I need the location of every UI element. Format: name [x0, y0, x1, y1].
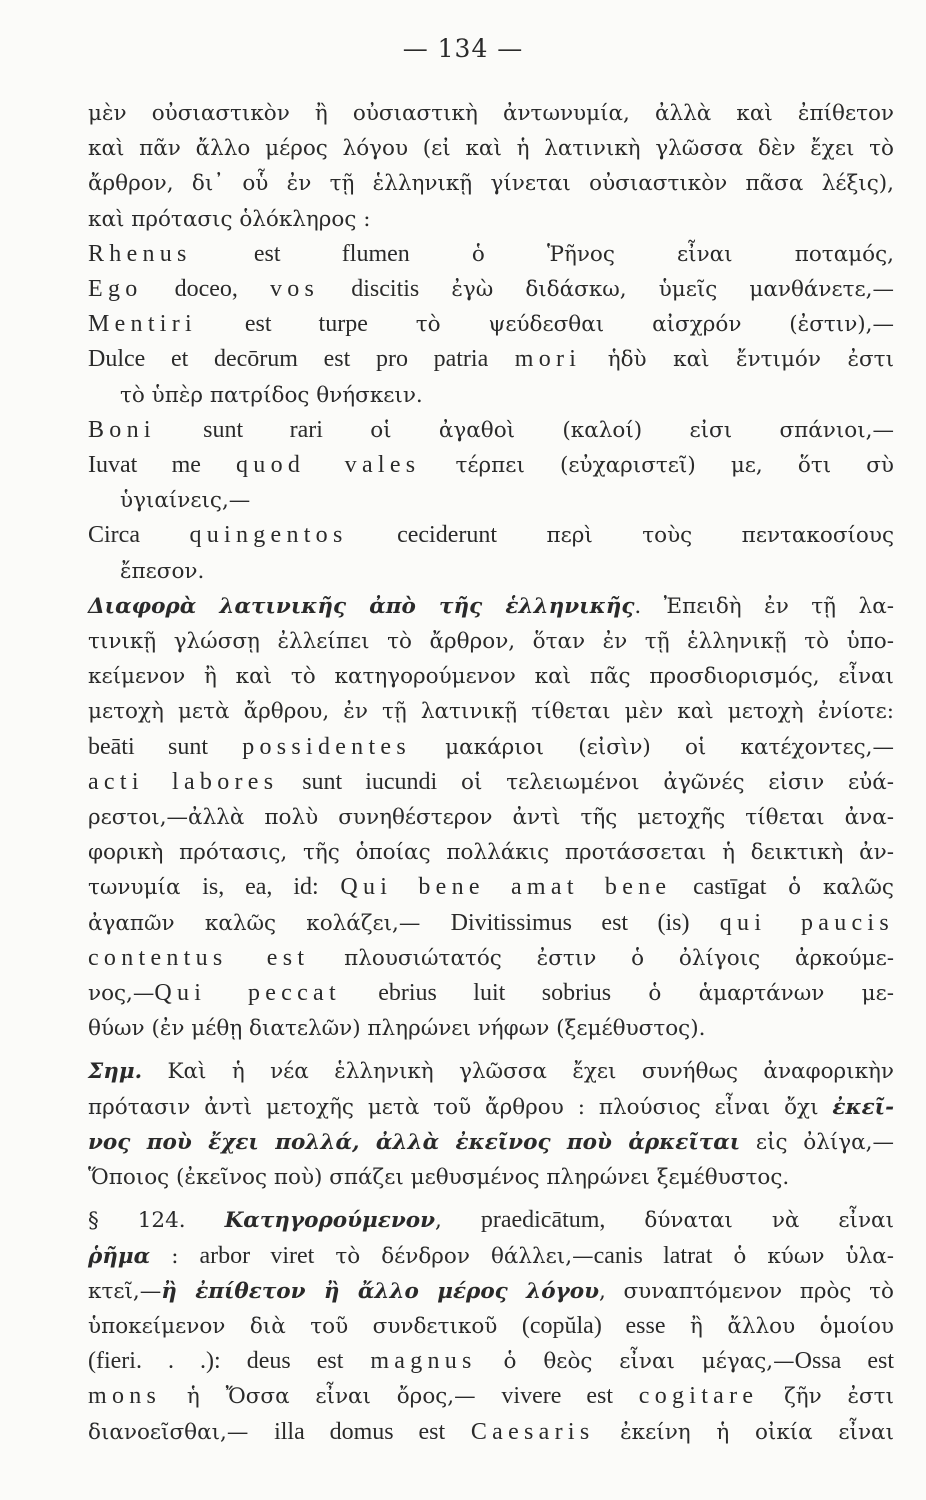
text-line-l37: mons ἡ Ὄσσα εἶναι ὄρος,— vivere est cogitare ζῆν ἐστι	[88, 1383, 895, 1410]
text-line-l29: πρότασιν ἀντὶ μετοχῆς μετὰ τοῦ ἄρθρου : πλούσιος εἶναι ὄχι ἐκεῖ-	[88, 1094, 894, 1120]
text-line-l32: § 124. Κατηγορούμενον, praedicātum, δύναται νὰ εἶναι	[88, 1207, 895, 1234]
text-line-l04: καὶ πρότασις ὁλόκληρος :	[88, 206, 371, 232]
text-line-l30: νος ποὺ ἔχει πολλά, ἀλλὰ ἐκεῖνος ποὺ ἀρκεῖται εἰς ὀλίγα,—	[88, 1129, 894, 1155]
text-line-l15: Διαφορὰ λατινικῆς ἀπὸ τῆς ἑλληνικῆς. Ἐπειδὴ ἐν τῇ λα-	[88, 593, 894, 619]
text-line-l05: Rhenus est flumen ὁ Ῥῆνος εἶναι ποταμός,	[88, 240, 895, 267]
text-line-l18: μετοχὴ μετὰ ἄρθρου, ἐν τῇ λατινικῇ τίθεται μὲν καὶ μετοχὴ ἐνίοτε:	[88, 699, 894, 725]
text-line-l38: διανοεῖσθαι,— illa domus est Caesaris ἐκείνη ἡ οἰκία εἶναι	[88, 1418, 894, 1445]
text-line-l02: καὶ πᾶν ἄλλο μέρος λόγου (εἰ καὶ ἡ λατινικὴ γλῶσσα δὲν ἔχει τὸ	[88, 136, 894, 162]
text-line-l19: beāti sunt possidentes μακάριοι (εἰσὶν) οἱ κατέχοντες,—	[88, 733, 894, 760]
text-line-l31: Ὅποιος (ἐκεῖνος ποὺ) σπάζει μεθυσμένος πληρώνει ξεμέθυστος.	[88, 1165, 790, 1191]
text-line-l12: ὑγιαίνεις,—	[120, 488, 251, 514]
text-line-l28: Σημ. Καὶ ἡ νέα ἑλληνικὴ γλῶσσα ἔχει συνήθως ἀναφορικὴν	[88, 1059, 894, 1085]
page-body-text	[88, 96, 894, 1450]
text-line-l25: contentus est πλουσιώτατός ἐστιν ὁ ὀλίγοις ἀρκούμε-	[88, 944, 894, 971]
text-line-l22: φορικὴ πρότασις, τῆς ὁποίας πολλάκις προτάσσεται ἡ δεικτικὴ ἀν-	[88, 840, 894, 866]
text-line-l16: τινικῇ γλώσσῃ ἐλλείπει τὸ ἄρθρον, ὅταν ἐν τῇ ἑλληνικῇ τὸ ὑπο-	[88, 629, 894, 655]
text-line-l34: κτεῖ,—ἢ ἐπίθετον ἢ ἄλλο μέρος λόγου, συναπτόμενον πρὸς τὸ	[88, 1278, 894, 1304]
text-line-l11: Iuvat me quod vales τέρπει (εὐχαριστεῖ) με, ὅτι σὺ	[88, 452, 894, 479]
text-line-l10: Boni sunt rari οἱ ἀγαθοὶ (καλοί) εἰσι σπάνιοι,—	[88, 416, 894, 443]
text-line-l07: Mentiri est turpe τὸ ψεύδεσθαι αἰσχρόν (ἐστιν),—	[88, 311, 894, 338]
page-number: — 134 —	[402, 34, 524, 63]
text-line-l01: μὲν οὐσιαστικὸν ἢ οὐσιαστικὴ ἀντωνυμία, ἀλλὰ καὶ ἐπίθετον	[88, 101, 894, 126]
text-line-l08: Dulce et decōrum est pro patria mori ἡδὺ καὶ ἔντιμόν ἐστι	[88, 346, 894, 373]
text-line-l17: κείμενον ἢ καὶ τὸ κατηγορούμενον καὶ πᾶς προσδιορισμός, εἶναι	[88, 664, 894, 690]
text-line-l13: Circa quingentos ceciderunt περὶ τοὺς πεντακοσίους	[88, 522, 894, 549]
text-line-l09: τὸ ὑπὲρ πατρίδος θνήσκειν.	[120, 382, 423, 408]
text-line-l26: νος,—Qui peccat ebrius luit sobrius ὁ ἁμαρτάνων με-	[88, 980, 894, 1007]
text-line-l36: (fieri. . .): deus est magnus ὁ θεὸς εἶναι μέγας,—Ossa est	[88, 1348, 895, 1375]
text-line-l06: Ego doceo, vos discitis ἐγὼ διδάσκω, ὑμεῖς μανθάνετε,—	[88, 276, 895, 303]
text-line-l33: ῥῆμα : arbor viret τὸ δένδρον θάλλει,—canis latrat ὁ κύων ὑλα-	[88, 1242, 894, 1269]
text-line-l27: θύων (ἐν μέθῃ διατελῶν) πληρώνει νήφων (ξεμέθυστος).	[88, 1016, 706, 1042]
text-line-l23: τωνυμία is, ea, id: Qui bene amat bene castīgat ὁ καλῶς	[88, 874, 894, 901]
text-line-l35: ὑποκείμενον διὰ τοῦ συνδετικοῦ (copŭla) esse ἢ ἄλλου ὁμοίου	[88, 1312, 894, 1339]
text-line-l24: ἀγαπῶν καλῶς κολάζει,— Divitissimus est (is) qui paucis	[88, 909, 894, 936]
text-line-l03: ἄρθρον, δι᾽ οὗ ἐν τῇ ἑλληνικῇ γίνεται οὐσιαστικὸν πᾶσα λέξις),	[88, 171, 894, 197]
text-line-l21: ρεστοι,—ἀλλὰ πολὺ συνηθέστερον ἀντὶ τῆς μετοχῆς τίθεται ἀνα-	[88, 805, 894, 831]
text-line-l20: acti labores sunt iucundi οἱ τελειωμένοι ἀγῶνές εἰσιν εὐά-	[88, 768, 895, 795]
text-line-l14: ἔπεσον.	[120, 558, 205, 584]
